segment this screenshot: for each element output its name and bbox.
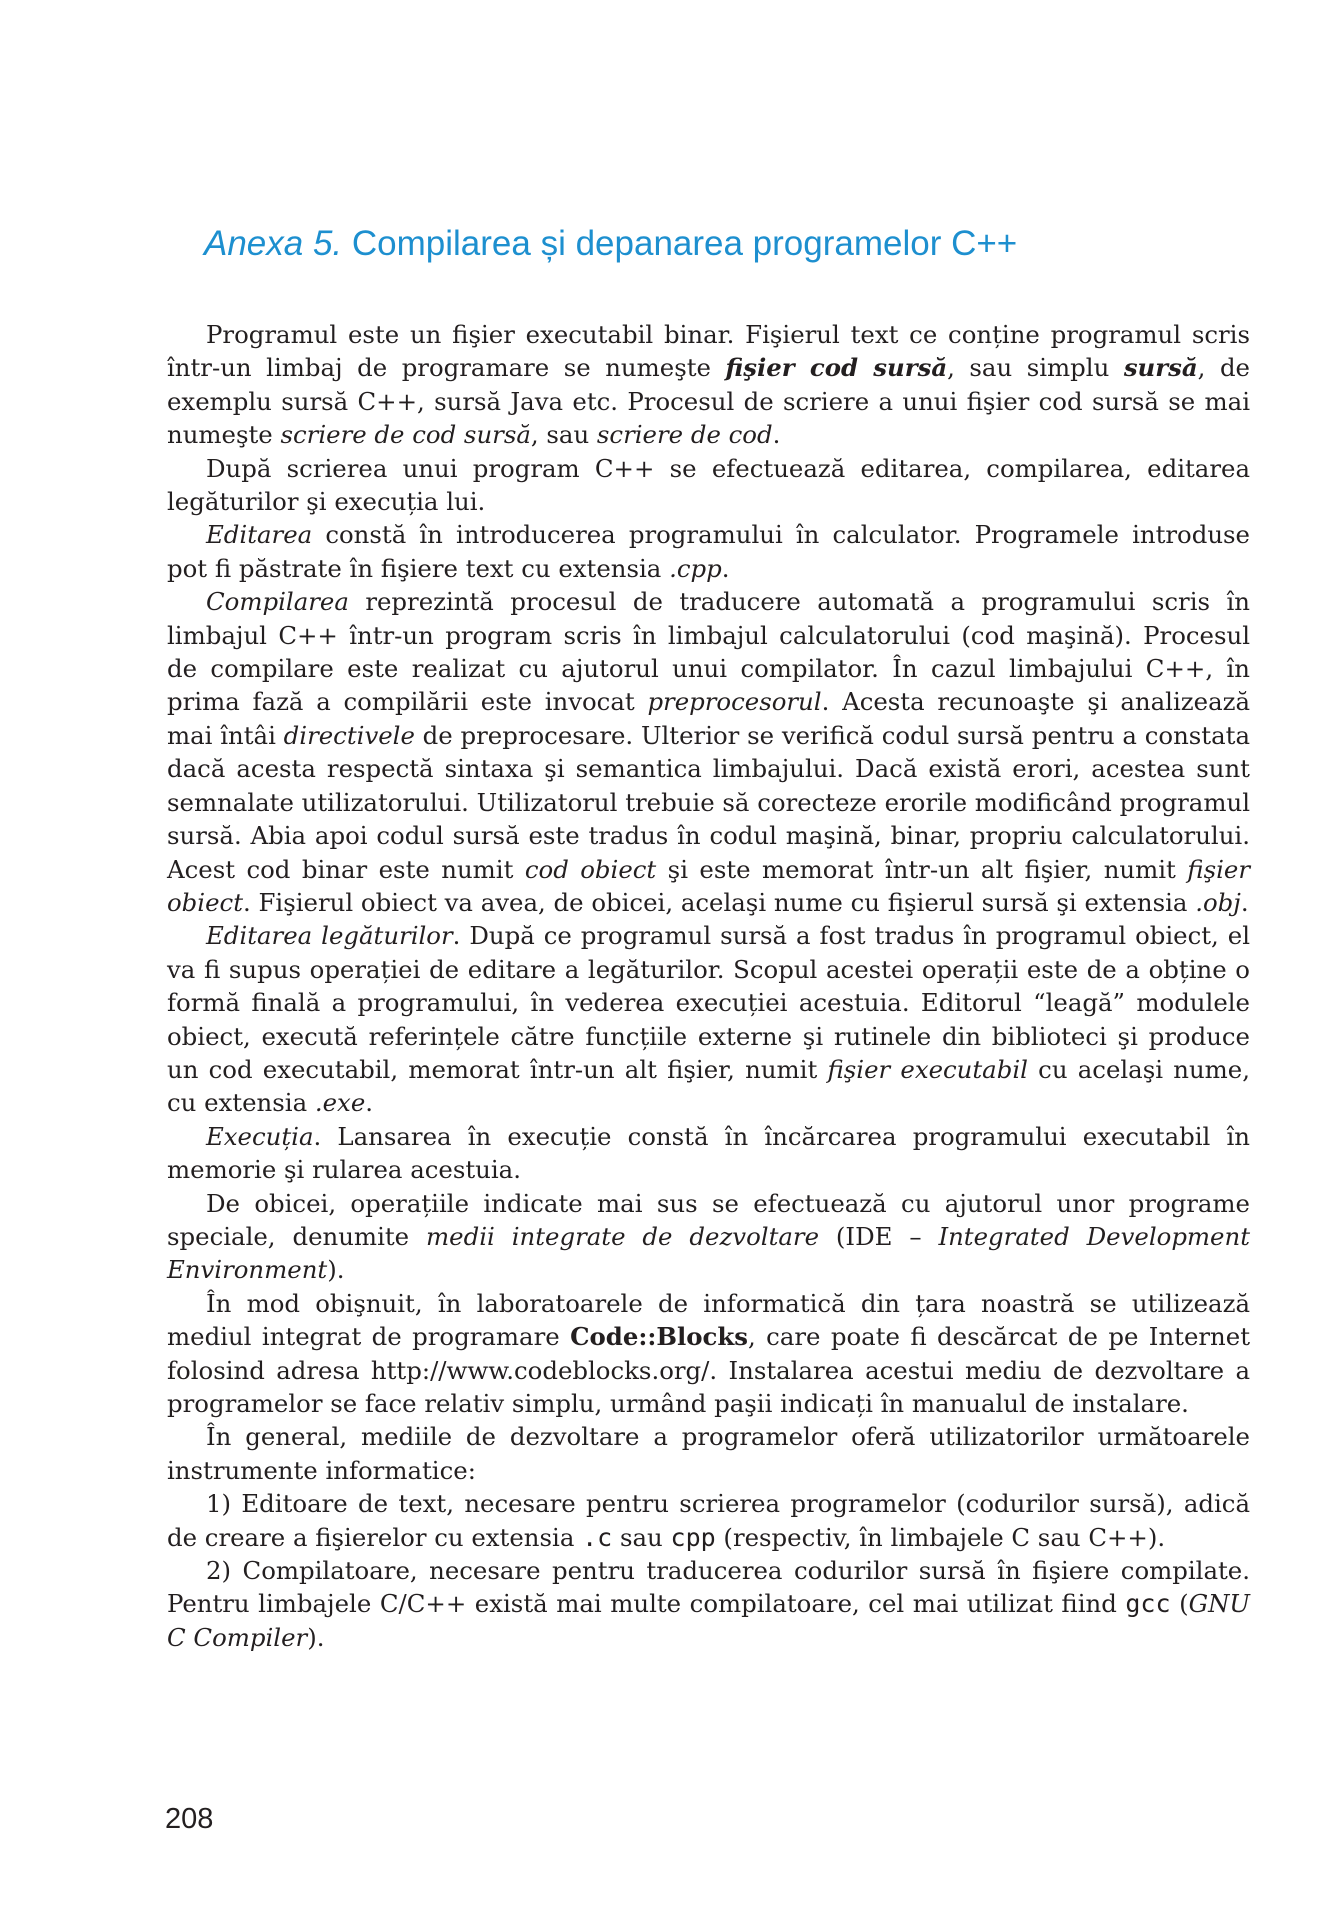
p4-text: . Acesta recunoaşte şi analizează mai întâi xyxy=(167,687,1250,750)
term-directivele: directivele xyxy=(283,720,415,750)
p10-text: (respectiv, în limbajele C sau C++). xyxy=(715,1522,1166,1552)
p5-text: . xyxy=(365,1088,374,1118)
code-gcc: gcc xyxy=(1125,1589,1171,1619)
paragraph-11 xyxy=(167,1554,1250,1654)
term-executia: Execuția xyxy=(206,1121,314,1151)
p2-text: După scrierea unui program C++ se efectuează editarea, compilarea, editarea legăturilor şi execuția lui. xyxy=(167,453,1250,517)
paragraph-7 xyxy=(167,1187,1250,1287)
p10-text: sau xyxy=(612,1522,671,1552)
p1-text: , sau xyxy=(530,420,597,450)
p8-text: În mod obişnuit, în laboratoarele de informatică din țara noastră se utilizează mediul integrat de programare xyxy=(167,1288,1250,1352)
paragraph-1 xyxy=(167,318,1250,452)
term-cod-obiect: cod obiect xyxy=(524,854,657,884)
appendix-heading xyxy=(204,220,1204,268)
extension-exe: .exe xyxy=(314,1088,366,1118)
paragraph-3 xyxy=(167,518,1250,585)
code-ext-cpp: cpp xyxy=(670,1522,716,1552)
p1-text: Programul este un fişier executabil binar. Fişierul text ce conține programul scris într-un limbaj de programare se numeşte xyxy=(167,320,1250,383)
page-number: 208 xyxy=(165,1803,214,1835)
paragraph-4 xyxy=(167,585,1250,919)
extension-cpp: .cpp xyxy=(669,553,722,583)
p11-text: ( xyxy=(1170,1589,1189,1619)
paragraph-8 xyxy=(167,1287,1250,1421)
term-scriere-de-cod: scriere de cod xyxy=(596,420,773,450)
p5-text: cu acelaşi nume, cu extensia xyxy=(167,1054,1250,1118)
term-codeblocks: Code::Blocks xyxy=(570,1322,748,1352)
paragraph-6 xyxy=(167,1120,1250,1187)
p6-text: . Lansarea în execuție constă în încărcarea programului executabil în memorie şi rularea acestuia. xyxy=(167,1121,1250,1185)
term-fisier-executabil: fişier executabil xyxy=(827,1054,1028,1084)
paragraph-2 xyxy=(167,452,1250,519)
p7-text: (IDE – xyxy=(819,1221,939,1251)
appendix-label: Anexa 5. xyxy=(204,224,343,263)
p3-text: constă în introducerea programului în calculator. Programele introduse pot fi păstrate în fişiere text cu extensia xyxy=(167,520,1250,583)
body-text xyxy=(167,318,1250,1654)
p1-text: . xyxy=(772,420,781,450)
term-scriere-cod-sursa: scriere de cod sursă xyxy=(280,420,531,450)
term-compilarea: Compilarea xyxy=(206,587,349,617)
appendix-title: Compilarea și depanarea programelor C++ xyxy=(351,224,1018,263)
p9-text: În general, mediile de dezvoltare a programelor oferă utilizatorilor următoarele instrumente informatice: xyxy=(167,1422,1250,1485)
p5-text: . După ce programul sursă a fost tradus în programul obiect, el va fi supus operației de editare a legăturilor. Scopul acestei operații este de a obține o formă finală a programului, în vederea execuției acestuia. Editorul “leagă” modulele obiect, execută referințele către funcțiile externe şi rutinele din biblioteci şi produce un cod executabil, memorat într-un alt fişier, numit xyxy=(167,921,1250,1084)
term-fisier-cod-sursa: fişier cod sursă xyxy=(725,353,948,383)
p3-text: . xyxy=(721,553,730,583)
code-ext-c: .c xyxy=(582,1522,613,1552)
term-fisier-obiect: fişier obiect xyxy=(167,854,1250,917)
p11-text: ). xyxy=(307,1622,325,1652)
p11-text: 2) Compilatoare, necesare pentru traducerea codurilor sursă în fişiere compilate. Pentru limbajele C/C++ există mai multe compilatoare, cel mai utilizat fiind xyxy=(167,1556,1250,1619)
paragraph-5 xyxy=(167,919,1250,1119)
paragraph-10 xyxy=(167,1487,1250,1554)
p4-text: de preprocesare. Ulterior se verifică codul sursă pentru a constata dacă acesta respectă sintaxa şi semantica limbajului. Dacă există erori, acestea sunt semnalate utilizatorului. Utilizatorul trebuie să corecteze erorile modificând programul sursă. Abia apoi codul sursă este tradus în codul maşină, binar, propriu calculatorului. Acest cod binar este numit xyxy=(167,720,1250,884)
term-ide-english: Integrated Development Environment xyxy=(167,1221,1251,1285)
paragraph-9 xyxy=(167,1420,1250,1487)
p4-text: şi este memorat într-un alt fişier, numit xyxy=(656,854,1188,884)
p7-text: ). xyxy=(327,1255,345,1285)
p1-text: , sau simplu xyxy=(947,353,1124,383)
p7-text: De obicei, operațiile indicate mai sus se efectuează cu ajutorul unor programe speciale, denumite xyxy=(167,1188,1250,1251)
p10-text: 1) Editoare de text, necesare pentru scrierea programelor (codurilor sursă), adică de creare a fişierelor cu extensia xyxy=(167,1489,1250,1552)
p1-text: , de exemplu sursă C++, sursă Java etc. Procesul de scriere a unui fişier cod sursă se mai numeşte xyxy=(167,353,1250,450)
p4-text: . xyxy=(1240,887,1249,917)
term-preprocesorul: preprocesorul xyxy=(647,687,822,717)
term-editarea: Editarea xyxy=(206,520,313,550)
p4-text: . Fişierul obiect va avea, de obicei, acelaşi nume cu fişierul sursă şi extensia xyxy=(243,887,1196,917)
extension-obj: .obj xyxy=(1195,887,1241,917)
term-sursa: sursă xyxy=(1123,353,1198,383)
p8-text: , care poate fi descărcat de pe Internet folosind adresa http://www.codeblocks.org/. Instalarea acestui mediu de dezvoltare a programelor se face relativ simplu, urmând paşii indicați în manualul de instalare. xyxy=(167,1322,1250,1418)
term-medii-integrate: medii integrate de dezvoltare xyxy=(426,1221,819,1251)
term-editarea-legaturilor: Editarea legăturilor xyxy=(206,921,453,951)
p4-text: reprezintă procesul de traducere automată a programului scris în limbajul C++ într-un program scris în limbajul calculatorului (cod maşină). Procesul de compilare este realizat cu ajutorul unui compilator. În cazul limbajului C++, în prima fază a compilării este invocat xyxy=(167,587,1250,717)
term-gnu-c-compiler: GNU C Compiler xyxy=(167,1589,1250,1652)
